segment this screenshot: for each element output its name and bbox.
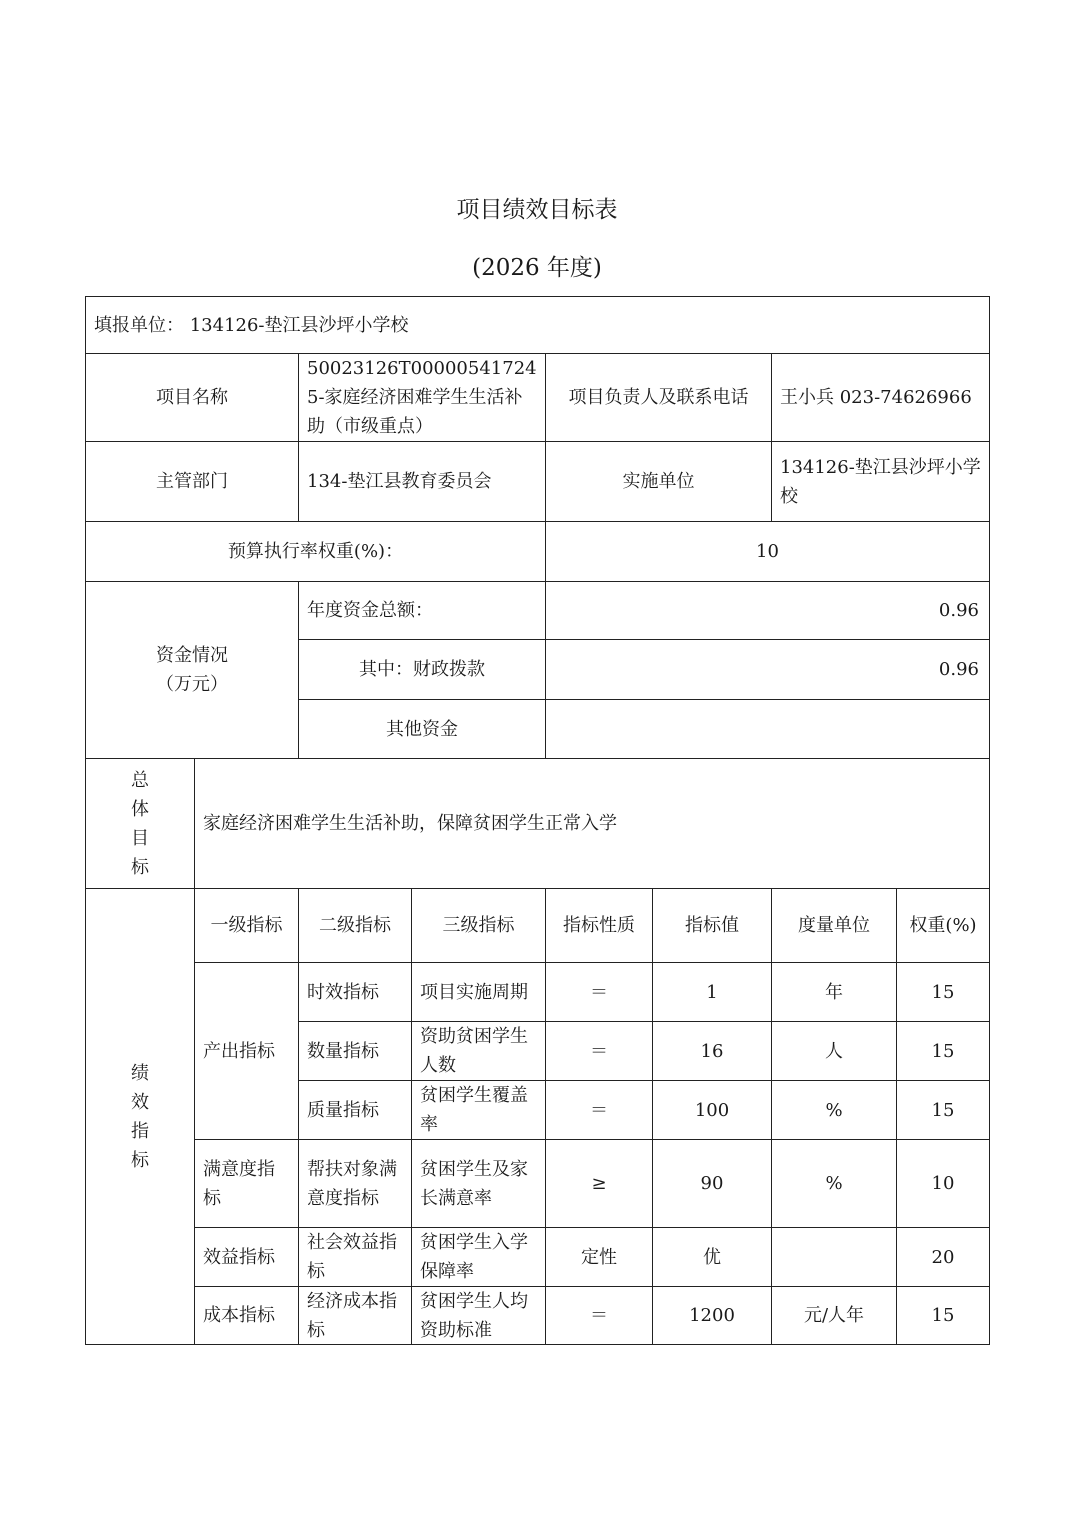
- funds-fiscal-value: 0.96: [545, 639, 989, 699]
- dept-value: 134-垫江县教育委员会: [298, 441, 545, 521]
- row-weight: 20: [896, 1227, 989, 1286]
- funds-total-label: 年度资金总额：: [298, 581, 545, 639]
- row-l3: 贫困学生人均资助标准: [411, 1286, 545, 1344]
- table-border-bottom: [85, 1344, 990, 1345]
- dept-label: 主管部门: [85, 441, 298, 521]
- level1-cost: 成本指标: [194, 1286, 298, 1344]
- contact-label: 项目负责人及联系电话: [545, 353, 771, 441]
- row-value: 优: [652, 1227, 771, 1286]
- row-l2: 质量指标: [298, 1080, 411, 1139]
- header-level3: 三级指标: [411, 888, 545, 962]
- funds-other-value: [545, 699, 989, 758]
- indicators-label: 绩效指标: [131, 1062, 149, 1171]
- header-value: 指标值: [652, 888, 771, 962]
- funds-total-value: 0.96: [545, 581, 989, 639]
- funds-fiscal-label: 其中：财政拨款: [298, 639, 545, 699]
- level1-output: 产出指标: [194, 962, 298, 1139]
- header-unit: 度量单位: [771, 888, 896, 962]
- budget-weight-value: 10: [545, 521, 989, 581]
- row-l2: 帮扶对象满意度指标: [298, 1139, 411, 1227]
- row-weight: 10: [896, 1139, 989, 1227]
- level1-benefit: 效益指标: [194, 1227, 298, 1286]
- header-level1: 一级指标: [194, 888, 298, 962]
- row-weight: 15: [896, 1286, 989, 1344]
- row-value: 16: [652, 1021, 771, 1080]
- row-nature: 定性: [545, 1227, 652, 1286]
- indicators-label-cell: [85, 888, 194, 1344]
- budget-weight-label: 预算执行率权重(%)：: [85, 521, 545, 581]
- header-nature: 指标性质: [545, 888, 652, 962]
- row-nature: ＝: [545, 1021, 652, 1080]
- row-l2: 社会效益指标: [298, 1227, 411, 1286]
- row-value: 1200: [652, 1286, 771, 1344]
- row-value: 100: [652, 1080, 771, 1139]
- row-l2: 数量指标: [298, 1021, 411, 1080]
- row-nature: ＝: [545, 1286, 652, 1344]
- goal-label-cell: [85, 758, 194, 888]
- row-nature: ≥: [545, 1139, 652, 1227]
- goal-text: 家庭经济困难学生生活补助，保障贫困学生正常入学: [194, 758, 989, 888]
- row-value: 90: [652, 1139, 771, 1227]
- row-unit: [771, 1227, 896, 1286]
- level1-satisfaction: 满意度指标: [194, 1139, 298, 1227]
- goal-label: 总体目标: [131, 769, 149, 878]
- row-unit: 人: [771, 1021, 896, 1080]
- row-l2: 经济成本指标: [298, 1286, 411, 1344]
- filler-unit: 填报单位： 134126-垫江县沙坪小学校: [85, 296, 989, 353]
- row-weight: 15: [896, 1021, 989, 1080]
- row-l3: 项目实施周期: [411, 962, 545, 1021]
- funds-label-line2: （万元）: [156, 674, 228, 695]
- header-level2: 二级指标: [298, 888, 411, 962]
- row-value: 1: [652, 962, 771, 1021]
- header-weight: 权重(%): [896, 888, 989, 962]
- row-l2: 时效指标: [298, 962, 411, 1021]
- row-l3: 贫困学生及家长满意率: [411, 1139, 545, 1227]
- table-border-right: [989, 296, 990, 1345]
- page-title: 项目绩效目标表: [456, 197, 618, 223]
- row-unit: %: [771, 1080, 896, 1139]
- row-l3: 资助贫困学生人数: [411, 1021, 545, 1080]
- impl-value: 134126-垫江县沙坪小学校: [771, 441, 989, 521]
- row-l3: 贫困学生覆盖率: [411, 1080, 545, 1139]
- row-unit: 年: [771, 962, 896, 1021]
- row-l3: 贫困学生入学保障率: [411, 1227, 545, 1286]
- funds-other-label: 其他资金: [298, 699, 545, 758]
- project-name-label: 项目名称: [85, 353, 298, 441]
- row-weight: 15: [896, 1080, 989, 1139]
- row-nature: ＝: [545, 962, 652, 1021]
- row-nature: ＝: [545, 1080, 652, 1139]
- project-name-value: 50023126T000005417245-家庭经济困难学生生活补助（市级重点）: [298, 353, 545, 441]
- row-unit: 元/人年: [771, 1286, 896, 1344]
- funds-label-line1: 资金情况: [156, 645, 228, 666]
- contact-value: 王小兵 023-74626966: [771, 353, 989, 441]
- row-unit: %: [771, 1139, 896, 1227]
- page-subtitle: (2026 年度): [472, 255, 602, 281]
- impl-label: 实施单位: [545, 441, 771, 521]
- row-weight: 15: [896, 962, 989, 1021]
- funds-label: [85, 581, 298, 758]
